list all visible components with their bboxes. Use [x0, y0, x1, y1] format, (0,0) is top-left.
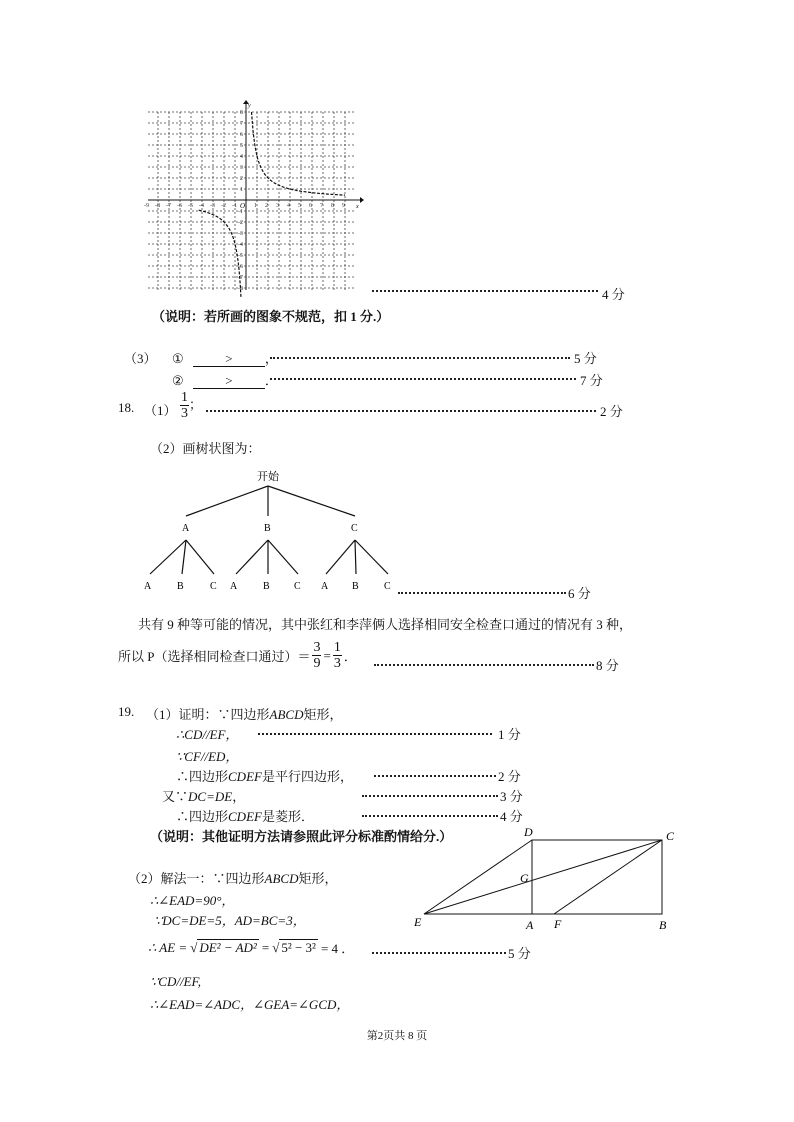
proof-line-dc-de: 又∵DC=DE，: [162, 789, 246, 804]
x-tick-label: 2: [265, 203, 268, 209]
proof-score-4: 4 分: [500, 809, 523, 824]
q17-3-item2-score: 7 分: [580, 373, 603, 388]
tree-leaf: A: [144, 581, 152, 592]
origin-label: O: [240, 202, 246, 210]
leader-dots: [374, 664, 594, 666]
circled-two: ②: [172, 373, 184, 388]
y-axis-label: y: [248, 103, 251, 109]
tree-leaf: A: [321, 581, 329, 592]
leader-dots: [270, 357, 570, 359]
leader-dots: [372, 290, 598, 292]
point-G: G: [520, 871, 529, 885]
q17-3-item1: [172, 348, 278, 367]
solution-angles: ∴∠EAD=∠ADC，∠GEA=∠GCD，: [150, 997, 350, 1012]
x-tick-label: 1: [254, 203, 257, 209]
x-axis-label: x: [356, 204, 359, 210]
point-F: F: [554, 917, 562, 931]
point-E: E: [414, 915, 422, 929]
x-tick-label: 6: [309, 203, 312, 209]
tree-diagram: [130, 464, 410, 594]
y-tick-label: 4: [240, 154, 243, 160]
x-tick-label: -5: [188, 203, 193, 209]
q19-part1-intro: （1）证明：∵四边形ABCD矩形，: [146, 707, 343, 722]
solution-cd-ef: ∵CD//EF,: [150, 974, 202, 989]
tree-leaf: B: [177, 581, 184, 592]
tree-root: 开始: [257, 471, 279, 483]
leader-dots: [206, 410, 596, 412]
q18-part1-score: 2 分: [600, 404, 623, 419]
x-tick-label: -7: [166, 203, 171, 209]
leader-dots: [362, 795, 498, 797]
proof-line-cd-ef: ∴CD//EF，: [176, 727, 239, 742]
x-tick-label: -8: [155, 203, 160, 209]
q18-explanation: 共有 9 种等可能的情况，其中张红和李萍俩人选择相同安全检查口通过的情况有 3 种，: [138, 617, 633, 632]
y-tick-label: -1: [238, 209, 243, 215]
proof-line-parallelogram: ∴四边形CDEF是平行四边形，: [176, 769, 353, 784]
leader-dots: [270, 378, 576, 380]
point-B: B: [659, 918, 667, 932]
q17-3-label: （3）: [124, 351, 157, 366]
q17-3-item2: [172, 370, 278, 389]
tree-level1-B: B: [264, 523, 271, 534]
x-tick-label: 5: [298, 203, 301, 209]
curve-first-quadrant: [252, 112, 346, 195]
tree-leaf: B: [352, 581, 359, 592]
leader-dots: [372, 952, 506, 954]
rectangle-rhombus-figure: [410, 826, 680, 936]
fraction-one-third: $\frac{1}{3}$: [181, 390, 188, 421]
graph-grid: [148, 112, 354, 290]
y-tick-label: 8: [240, 110, 243, 116]
proof-score-2: 2 分: [498, 769, 521, 784]
y-tick-label: -2: [238, 220, 243, 226]
sqrt-1: √ DE² − AD²: [190, 939, 257, 955]
item2-end: ．: [264, 373, 278, 388]
solution-angle-ead: ∴∠EAD=90°，: [150, 893, 235, 908]
point-D: D: [524, 825, 533, 839]
circled-one: ①: [172, 351, 184, 366]
tree-score: 6 分: [568, 586, 591, 601]
tree-leaf: A: [230, 581, 238, 592]
y-tick-label: -6: [238, 264, 243, 270]
x-axis-arrow: [360, 197, 364, 203]
y-tick-label: 1: [240, 187, 243, 193]
solution-ae-length: ∴ AE = √ DE² − AD² = √ 5² − 3² = 4 ．: [148, 939, 355, 956]
proof-line-rhombus: ∴四边形CDEF是菱形．: [176, 809, 314, 824]
note-graph: （说明：若所画的图象不规范，扣 1 分.）: [152, 309, 390, 324]
q19-number: 19.: [118, 704, 135, 719]
tree-leaf: C: [384, 581, 391, 592]
y-tick-label: -4: [238, 242, 243, 248]
x-tick-label: -2: [221, 203, 226, 209]
q18-final-score: 8 分: [596, 658, 619, 673]
leader-dots: [374, 775, 496, 777]
solution-score-5: 5 分: [508, 946, 531, 961]
note-proof: （说明：其他证明方法请参照此评分标准酌情给分.）: [150, 829, 453, 844]
q18-part1-label: （1）: [144, 403, 177, 418]
leader-dots: [362, 815, 498, 817]
x-tick-label: -1: [232, 203, 237, 209]
y-tick-label: -8: [238, 286, 243, 292]
sqrt-2: √ 5² − 3²: [272, 939, 316, 955]
tree-level1-C: C: [351, 523, 358, 534]
answer-blank-2: >: [193, 374, 265, 389]
y-tick-label: 7: [240, 121, 243, 127]
item1-end: ，: [264, 351, 278, 366]
y-tick-label: -7: [238, 275, 243, 281]
proof-score-1: 1 分: [498, 727, 521, 742]
point-C: C: [666, 829, 675, 843]
tree-leaf: C: [210, 581, 217, 592]
x-tick-label: 4: [287, 203, 290, 209]
x-tick-label: -6: [177, 203, 182, 209]
x-tick-label: 7: [320, 203, 323, 209]
x-tick-label: 3: [276, 203, 279, 209]
x-tick-label: -4: [199, 203, 204, 209]
page-footer: 第2页共 8 页: [366, 1030, 428, 1042]
fraction-one-third-result: $\frac{1}{3}$: [333, 640, 341, 671]
answer-blank-1: >: [193, 352, 265, 367]
tree-leaf: C: [294, 581, 301, 592]
y-tick-label: 5: [240, 143, 243, 149]
tree-level1-A: A: [182, 523, 190, 534]
tree-leaf: B: [263, 581, 270, 592]
y-tick-label: 3: [240, 165, 243, 171]
q19-part2-intro: （2）解法一：∵四边形ABCD矩形，: [128, 871, 338, 886]
q18-part1-answer: $\frac{1}{3}$ ；: [181, 390, 203, 421]
x-tick-label: -3: [210, 203, 215, 209]
q17-3-item1-score: 5 分: [574, 351, 597, 366]
proof-line-cf-ed: ∵CF//ED，: [176, 749, 239, 764]
y-tick-label: 6: [240, 132, 243, 138]
graph-score: 4 分: [602, 287, 625, 302]
point-A: A: [526, 918, 534, 932]
leader-dots: [258, 733, 492, 735]
x-tick-label: 8: [331, 203, 334, 209]
proof-score-3: 3 分: [500, 789, 523, 804]
q18-number: 18.: [118, 400, 135, 415]
reciprocal-function-graph: [144, 100, 364, 292]
leader-dots: [398, 592, 566, 594]
fraction-three-ninths: $\frac{3}{9}$: [313, 640, 321, 671]
y-tick-label: -5: [238, 253, 243, 259]
x-tick-label: 9: [342, 203, 345, 209]
x-tick-label: -9: [144, 203, 149, 209]
solution-given-lengths: ∵DC=DE=5，AD=BC=3，: [154, 913, 306, 928]
y-tick-label: -3: [238, 231, 243, 237]
q18-part2: （2）画树状图为：: [150, 441, 261, 456]
q18-probability: 所以 P（选择相同检查口通过）＝ $\frac{3}{9}$ = $\frac{1}{3}$ ．: [118, 640, 357, 671]
y-tick-label: 2: [240, 176, 243, 182]
